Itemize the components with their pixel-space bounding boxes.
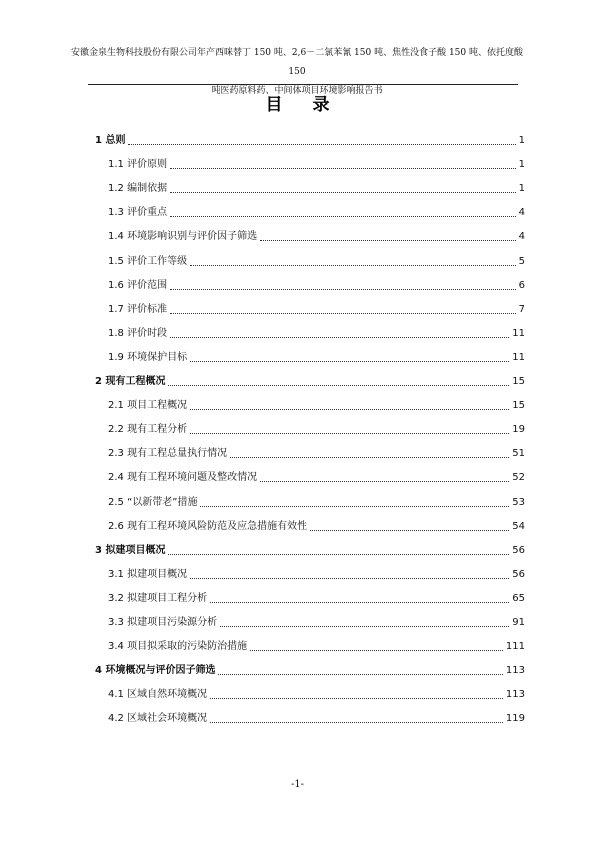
toc-entry-page-number: 53 (512, 496, 525, 508)
dot-leader (218, 674, 502, 675)
toc-entry-label: 1.7 评价标准 (108, 303, 168, 315)
toc-section-entry[interactable] (108, 568, 525, 582)
toc-section-entry[interactable] (108, 279, 525, 293)
dot-leader (210, 698, 503, 699)
toc-chapter-entry[interactable] (95, 664, 525, 678)
dot-leader (170, 313, 516, 314)
dot-leader (170, 289, 516, 290)
toc-entry-label: 1.6 评价范围 (108, 279, 168, 291)
toc-entry-page-number: 11 (512, 351, 525, 363)
toc-section-entry[interactable] (108, 158, 525, 172)
toc-entry-page-number: 54 (512, 520, 525, 532)
toc-entry-label: 4.1 区域自然环境概况 (108, 689, 208, 701)
toc-chapter-entry[interactable] (95, 375, 525, 389)
toc-section-entry[interactable] (108, 303, 525, 317)
toc-section-entry[interactable] (108, 592, 525, 606)
toc-entry-label: 1.9 环境保护目标 (108, 351, 188, 363)
toc-section-entry[interactable] (108, 230, 525, 244)
dot-leader (170, 192, 516, 193)
toc-entry-page-number: 15 (512, 400, 525, 412)
toc-section-entry[interactable] (108, 206, 525, 220)
toc-entry-page-number: 52 (512, 472, 525, 484)
toc-entry-page-number: 5 (518, 255, 525, 267)
running-header-line-1: 安徽金泉生物科技股份有限公司年产西咪替丁 150 吨、2,6－二氯苯氰 150 吨、焦性没食子酸 150 吨、依托度酸 150 (70, 48, 523, 77)
dot-leader (170, 216, 516, 217)
toc-entry-page-number: 65 (512, 592, 525, 604)
dot-leader (170, 168, 516, 169)
toc-entry-page-number: 15 (512, 376, 525, 387)
toc-entry-label: 1.3 评价重点 (108, 207, 168, 219)
dot-leader (168, 554, 509, 555)
dot-leader (260, 481, 509, 482)
toc-entry-label: 2.3 现有工程总量执行情况 (108, 448, 228, 460)
toc-section-entry[interactable] (108, 712, 525, 726)
dot-leader (200, 506, 509, 507)
toc-entry-page-number: 119 (505, 713, 525, 725)
dot-leader (128, 144, 515, 145)
toc-entry-label: 3.4 项目拟采取的污染防治措施 (108, 641, 248, 653)
toc-entry-page-number: 4 (518, 207, 525, 219)
toc-entry-label: 1.4 环境影响识别与评价因子筛选 (108, 231, 258, 243)
toc-entry-label: 2.2 现有工程分析 (108, 424, 188, 436)
toc-entry-label: 1.1 评价原则 (108, 159, 168, 171)
toc-entry-label: 4.2 区域社会环境概况 (108, 713, 208, 725)
toc-entry-label: 3.1 拟建项目概况 (108, 568, 188, 580)
toc-entry-page-number: 6 (518, 279, 525, 291)
toc-chapter-entry[interactable] (95, 134, 525, 148)
toc-entry-page-number: 1 (518, 159, 525, 171)
dot-leader (170, 337, 509, 338)
dot-leader (310, 530, 509, 531)
toc-entry-page-number: 1 (518, 183, 525, 195)
toc-entry-page-number: 7 (518, 303, 525, 315)
toc-entry-page-number: 91 (512, 617, 525, 628)
toc-entry-page-number: 113 (505, 665, 525, 677)
toc-section-entry[interactable] (108, 182, 525, 196)
page-number-footer: -1- (290, 779, 305, 790)
dot-leader (168, 385, 509, 386)
toc-entry-label: 3.2 拟建项目工程分析 (108, 592, 208, 604)
toc-entry-label: 1.2 编制依据 (108, 183, 168, 195)
toc-title: 目 录 (265, 95, 342, 115)
dot-leader (230, 457, 509, 458)
toc-chapter-entry[interactable] (95, 544, 525, 558)
toc-entry-label: 1.5 评价工作等级 (108, 255, 188, 267)
toc-section-entry[interactable] (108, 255, 525, 269)
toc-entry-page-number: 4 (518, 231, 525, 243)
toc-section-entry[interactable] (108, 688, 525, 702)
toc-entry-page-number: 1 (518, 135, 525, 146)
toc-entry-page-number: 56 (512, 568, 525, 580)
toc-entry-label: 2 现有工程概况 (95, 376, 166, 387)
toc-entry-page-number: 11 (512, 327, 525, 339)
dot-leader (260, 240, 516, 241)
toc-entry-label: 2.1 项目工程概况 (108, 400, 188, 412)
toc-entry-label: 3 拟建项目概况 (95, 544, 166, 556)
toc-section-entry[interactable] (108, 471, 525, 485)
toc-section-entry[interactable] (108, 327, 525, 341)
toc-entry-label: 3.3 拟建项目污染源分析 (108, 617, 218, 628)
toc-section-entry[interactable] (108, 351, 525, 365)
dot-leader (190, 409, 509, 410)
toc-entry-label: 4 环境概况与评价因子筛选 (95, 665, 216, 677)
toc-section-entry[interactable] (108, 496, 525, 510)
toc-entry-label: 2.6 现有工程环境风险防范及应急措施有效性 (108, 520, 308, 532)
toc-entry-page-number: 19 (512, 424, 525, 436)
toc-entry-page-number: 111 (505, 641, 525, 653)
toc-entry-label: 1.8 评价时段 (108, 327, 168, 339)
dot-leader (190, 578, 509, 579)
toc-section-entry[interactable] (108, 423, 525, 437)
toc-entry-page-number: 113 (505, 689, 525, 701)
dot-leader (190, 265, 516, 266)
toc-section-entry[interactable] (108, 520, 525, 534)
toc-entry-page-number: 51 (512, 448, 525, 460)
dot-leader (210, 602, 509, 603)
dot-leader (190, 361, 509, 362)
dot-leader (220, 626, 509, 627)
dot-leader (210, 722, 503, 723)
toc-entry-label: 2.4 现有工程环境问题及整改情况 (108, 472, 258, 484)
toc-section-entry[interactable] (108, 399, 525, 413)
running-header-line-2: 吨医药原料药、中间体项目环境影响报告书 (211, 86, 383, 96)
toc-section-entry[interactable] (108, 447, 525, 461)
toc-entry-label: 1 总则 (95, 135, 126, 146)
dot-leader (190, 433, 509, 434)
toc-section-entry[interactable] (108, 640, 525, 654)
dot-leader (250, 650, 503, 651)
toc-entry-label: 2.5 “以新带老”措施 (108, 496, 198, 508)
toc-section-entry[interactable] (108, 616, 525, 630)
toc-entry-page-number: 56 (512, 544, 525, 556)
